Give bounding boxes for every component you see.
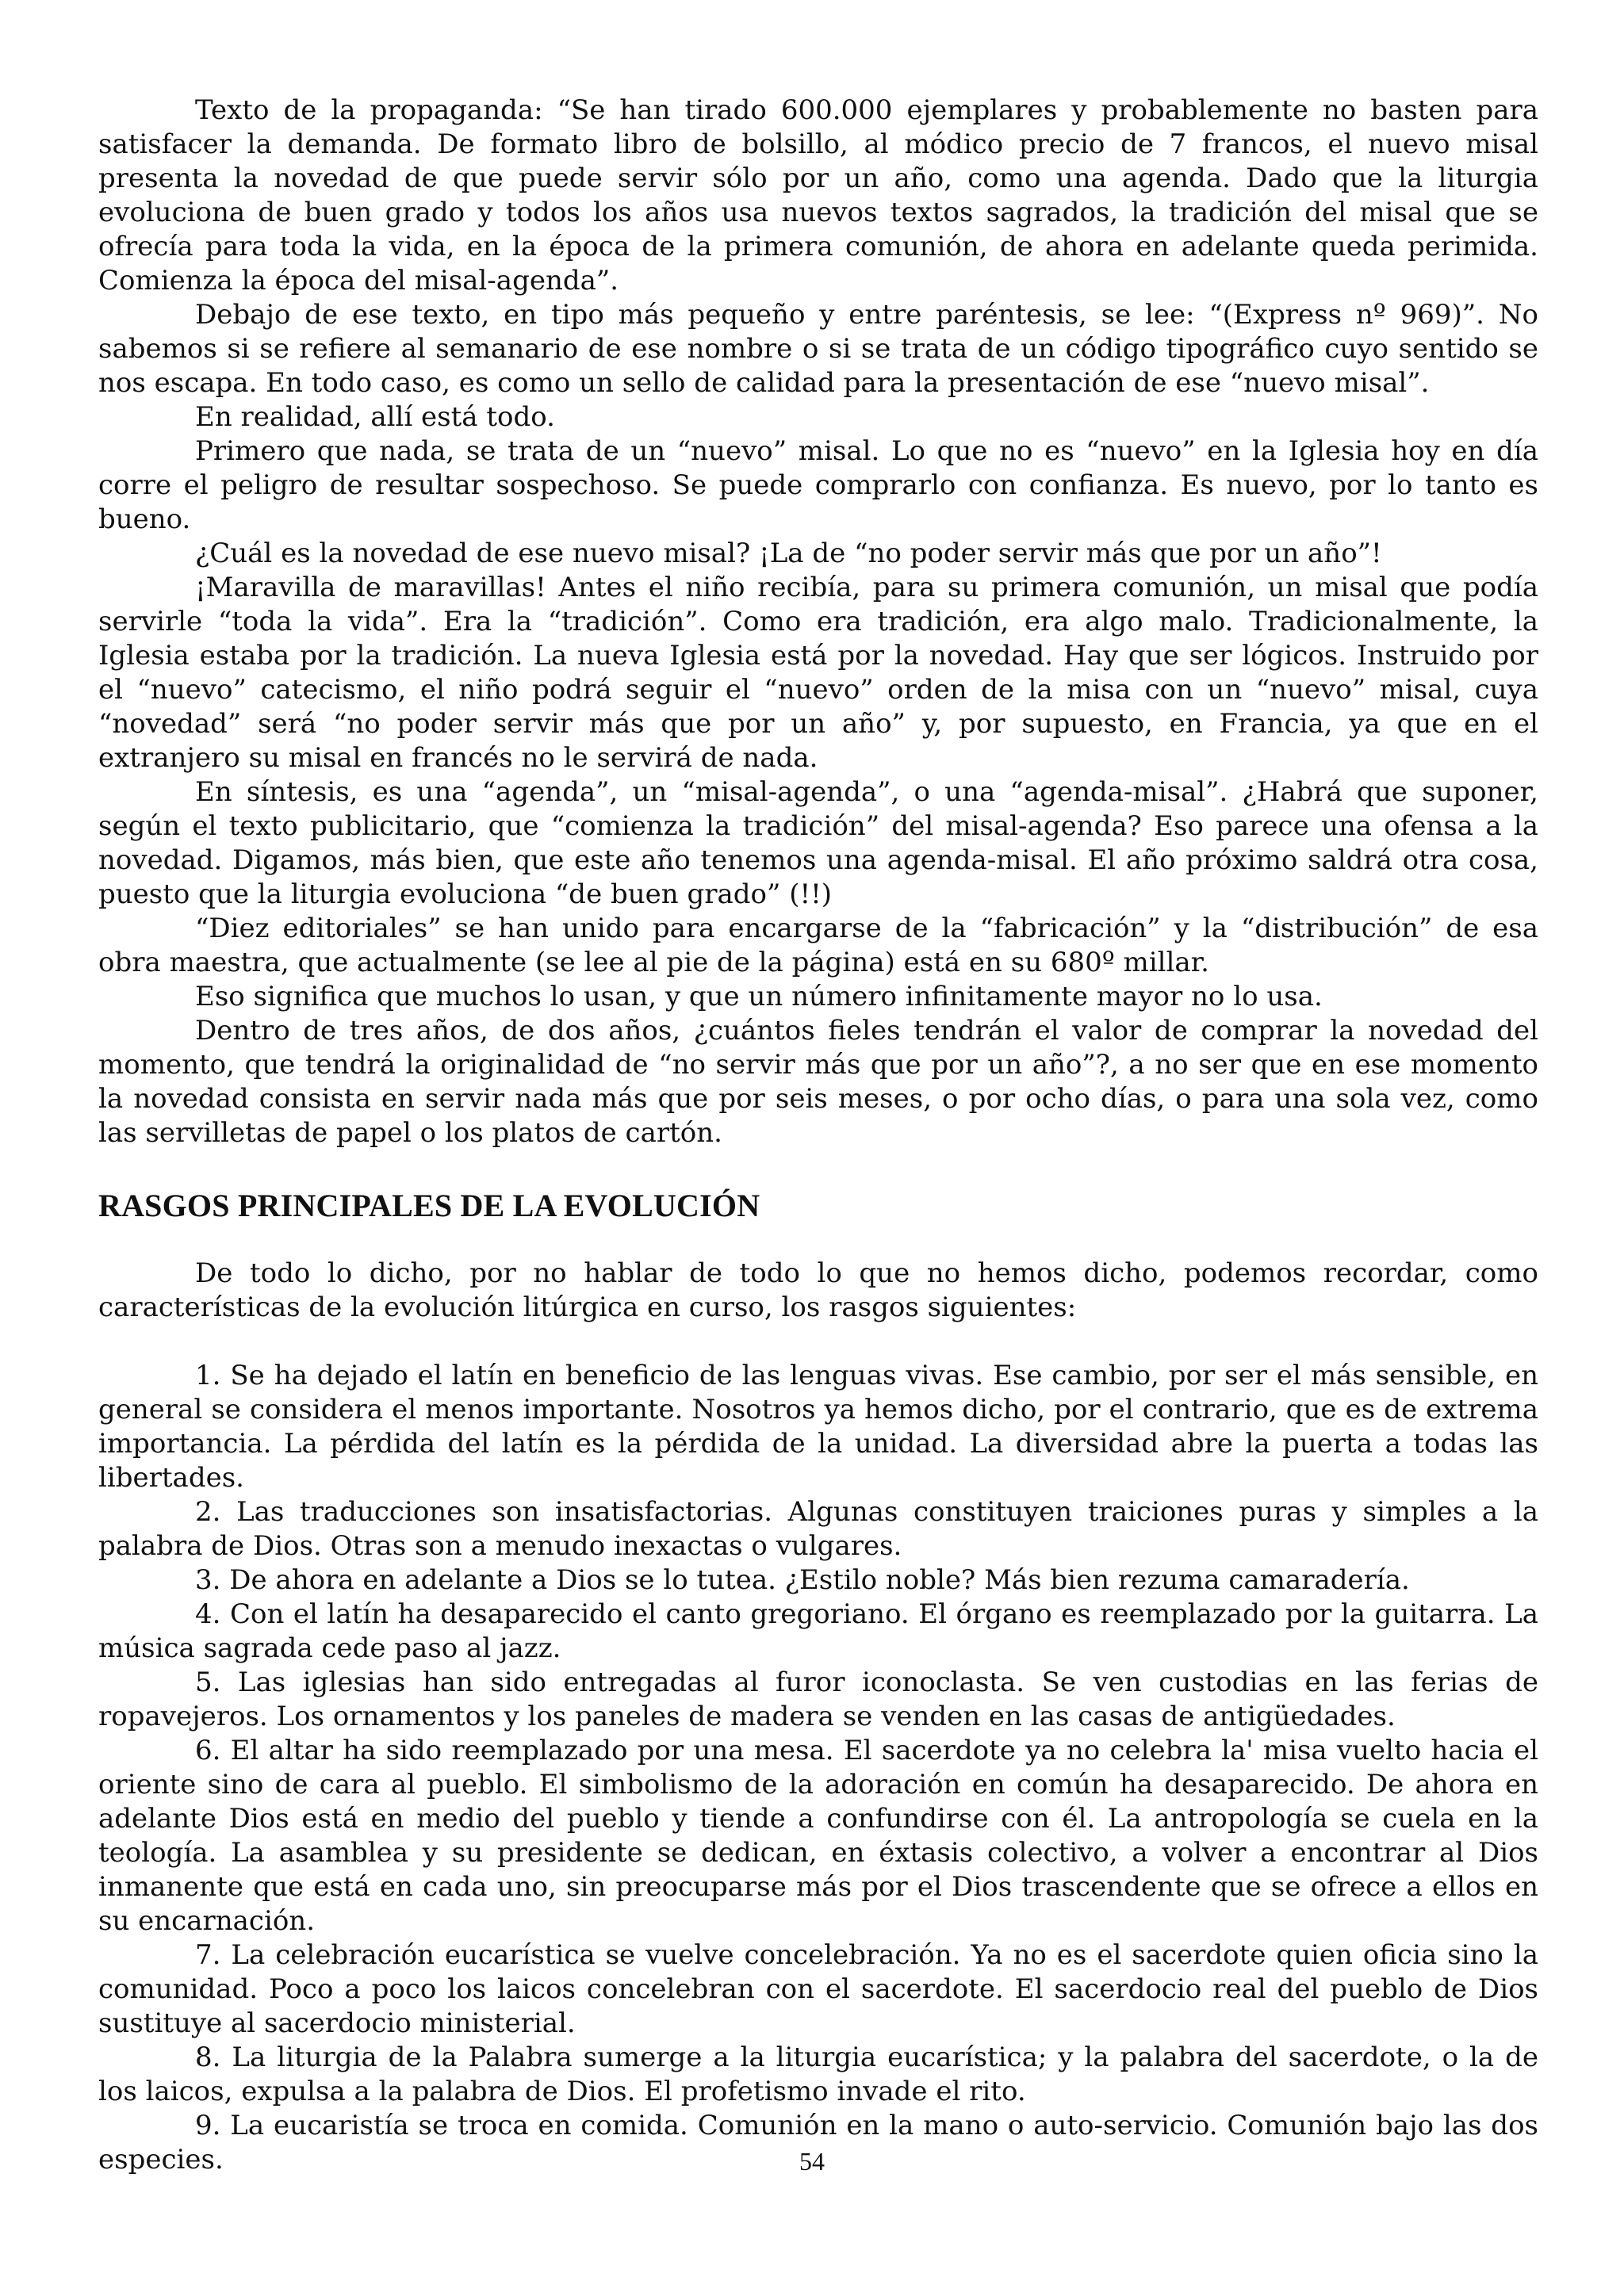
list-item: 9. La eucaristía se troca en comida. Comunión en la mano o auto-servicio. Comunión bajo las dos especies. [98,2110,1538,2175]
list-item: 1. Se ha dejado el latín en beneficio de las lenguas vivas. Ese cambio, por ser el más sensible, en general se considera el menos importante. Nosotros ya hemos dicho, por el contrario, que es de extrema importancia. La pérdida del latín es la pérdida de la unidad. La diversidad abre la puerta a todas las libertades. [98,1360,1538,1494]
paragraph: Debajo de ese texto, en tipo más pequeño y entre paréntesis, se lee: “(Express nº 969)”. No sabemos si se refiere al semanario de ese nombre o si se trata de un código tipográfico cuyo sentido se nos escapa. En todo caso, es como un sello de calidad para la presentación de ese “nuevo misal”. [98,299,1538,399]
paragraph: Dentro de tres años, de dos años, ¿cuántos fieles tendrán el valor de comprar la novedad del momento, que tendrá la originalidad de “no servir más que por un año”?, a no ser que en ese momento la novedad consista en servir nada más que por seis meses, o por ocho días, o para una sola vez, como las servilletas de papel o los platos de cartón. [98,1015,1538,1149]
document-body [98,94,1538,2177]
paragraph: “Diez editoriales” se han unido para encargarse de la “fabricación” y la “distribución” de esa obra maestra, que actualmente (se lee al pie de la página) está en su 680º millar. [98,913,1538,978]
paragraph: En realidad, allí está todo. [195,401,555,433]
paragraph: Texto de la propaganda: “Se han tirado 600.000 ejemplares y probablemente no basten para satisfacer la demanda. De formato libro de bolsillo, al módico precio de 7 francos, el nuevo misal presenta la novedad de que puede servir sólo por un año, como una agenda. Dado que la liturgia evoluciona de buen grado y todos los años usa nuevos textos sagrados, la tradición del misal que se ofrecía para toda la vida, en la época de la primera comunión, de ahora en adelante queda perimida. Comienza la época del misal-agenda”. [98,94,1538,297]
list-item: 7. La celebración eucarística se vuelve concelebración. Ya no es el sacerdote quien oficia sino la comunidad. Poco a poco los laicos concelebran con el sacerdote. El sacerdocio real del pueblo de Dios sustituye al sacerdocio ministerial. [98,1939,1538,2039]
list-item: 6. El altar ha sido reemplazado por una mesa. El sacerdote ya no celebra la' misa vuelto hacia el oriente sino de cara al pueblo. El simbolismo de la adoración en común ha desaparecido. De ahora en adelante Dios está en medio del pueblo y tiende a confundirse con él. La antropología se cuela en la teología. La asamblea y su presidente se dedican, en éxtasis colectivo, a volver a encontrar al Dios inmanente que está en cada uno, sin preocuparse más por el Dios trascendente que se ofrece a ellos en su encarnación. [98,1735,1538,1937]
section-heading: RASGOS PRINCIPALES DE LA EVOLUCIÓN [98,1188,760,1223]
intro-paragraph: De todo lo dicho, por no hablar de todo lo que no hemos dicho, podemos recordar, como características de la evolución litúrgica en curso, los rasgos siguientes: [98,1257,1538,1323]
paragraph: Primero que nada, se trata de un “nuevo” misal. Lo que no es “nuevo” en la Iglesia hoy en día corre el peligro de resultar sospechoso. Se puede comprarlo con confianza. Es nuevo, por lo tanto es bueno. [98,435,1538,535]
spacer [98,1325,1538,1359]
page-number: 54 [799,2147,825,2175]
paragraph: ¡Maravilla de maravillas! Antes el niño recibía, para su primera comunión, un misal que podía servirle “toda la vida”. Era la “tradición”. Como era tradición, era algo malo. Tradicionalmente, la Iglesia estaba por la tradición. La nueva Iglesia está por la novedad. Hay que ser lógicos. Instruido por el “nuevo” catecismo, el niño podrá seguir el “nuevo” orden de la misa con un “nuevo” misal, cuya “novedad” será “no poder servir más que por un año” y, por supuesto, en Francia, ya que en el extranjero su misal en francés no le servirá de nada. [98,572,1538,774]
paragraph: En síntesis, es una “agenda”, un “misal-agenda”, o una “agenda-misal”. ¿Habrá que suponer, según el texto publicitario, que “comienza la tradición” del misal-agenda? Eso parece una ofensa a la novedad. Digamos, más bien, que este año tenemos una agenda-misal. El año próximo saldrá otra cosa, puesto que la liturgia evoluciona “de buen grado” (!!) [98,776,1538,910]
list-item: 2. Las traducciones son insatisfactorias. Algunas constituyen traiciones puras y simples a la palabra de Dios. Otras son a menudo inexactas o vulgares. [98,1496,1538,1562]
paragraph: ¿Cuál es la novedad de ese nuevo misal? ¡La de “no poder servir más que por un año”! [195,538,1382,569]
list-item: 8. La liturgia de la Palabra sumerge a la liturgia eucarística; y la palabra del sacerdote, o la de los laicos, expulsa a la palabra de Dios. El profetismo invade el rito. [98,2042,1538,2107]
paragraph: Eso significa que muchos lo usan, y que un número infinitamente mayor no lo usa. [195,981,1323,1012]
list-item: 4. Con el latín ha desaparecido el canto gregoriano. El órgano es reemplazado por la guitarra. La música sagrada cede paso al jazz. [98,1598,1538,1664]
list-item: 3. De ahora en adelante a Dios se lo tutea. ¿Estilo noble? Más bien rezuma camaradería. [195,1564,1410,1596]
list-item: 5. Las iglesias han sido entregadas al furor iconoclasta. Se ven custodias en las ferias de ropavejeros. Los ornamentos y los paneles de madera se venden en las casas de antigüedades. [98,1667,1538,1732]
